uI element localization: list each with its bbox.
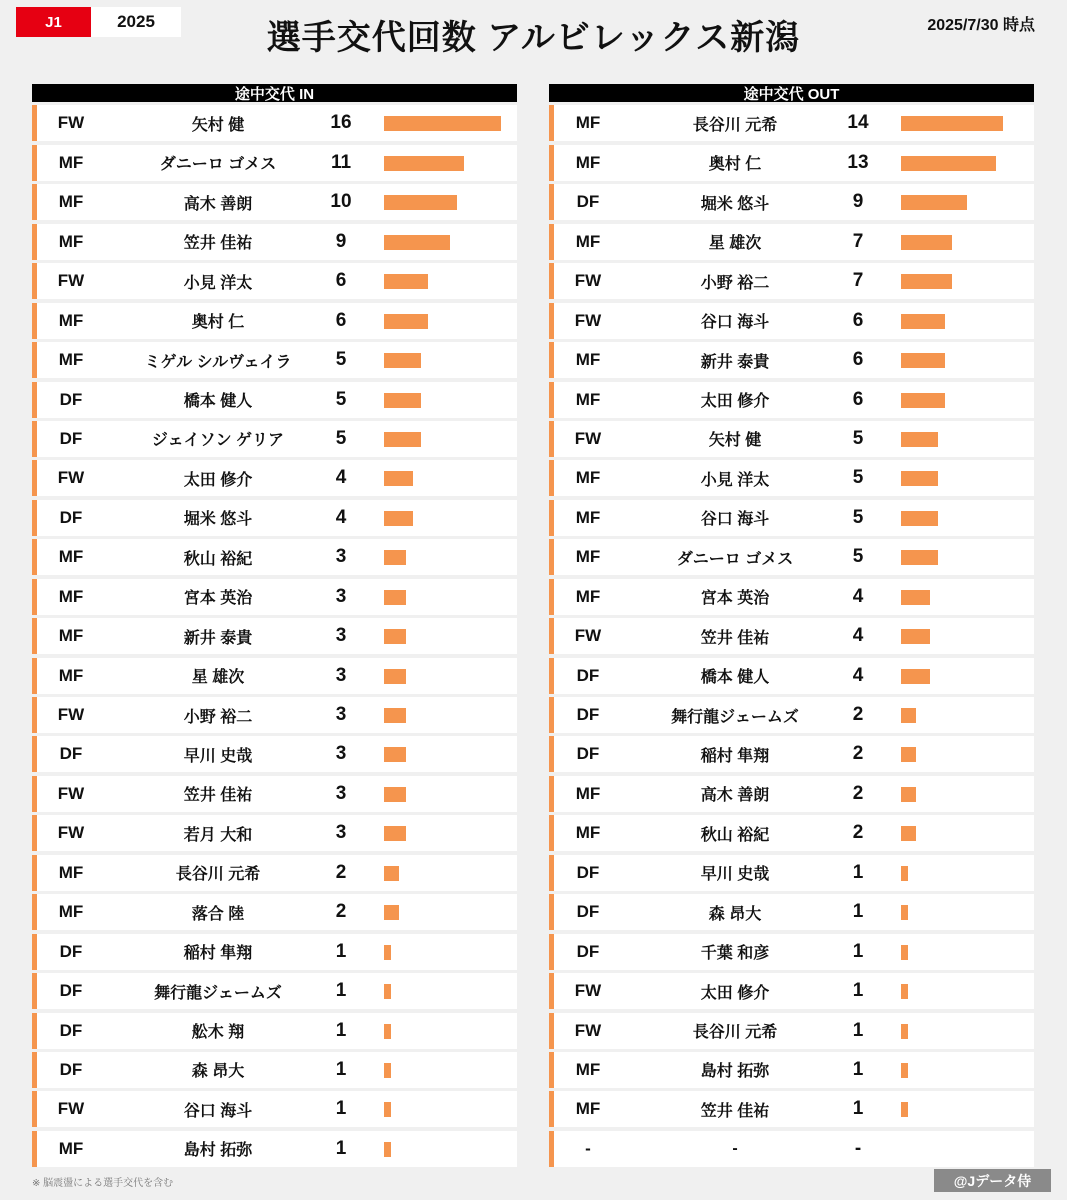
player-row — [549, 776, 1034, 812]
count-bar — [901, 511, 938, 526]
player-row — [549, 658, 1034, 694]
count-bar — [901, 550, 938, 565]
count-bar — [901, 274, 952, 289]
count-bar — [384, 195, 457, 210]
player-position: MF — [575, 113, 601, 133]
player-row — [549, 1131, 1034, 1167]
player-name: 谷口 海斗 — [183, 1102, 253, 1120]
substitution-count: 3 — [335, 704, 347, 725]
count-bar — [384, 747, 406, 762]
as-of-date: 2025/7/30 時点 — [927, 17, 1035, 34]
substitution-count: 3 — [335, 743, 347, 765]
player-name: 秋山 裕紀 — [183, 550, 253, 568]
count-bar — [384, 116, 501, 131]
player-row — [549, 855, 1034, 891]
player-position: MF — [58, 902, 84, 922]
player-position: MF — [58, 192, 84, 212]
count-bar — [384, 945, 391, 960]
player-row — [549, 460, 1034, 496]
count-bar — [384, 550, 406, 565]
player-row — [549, 382, 1034, 418]
count-bar — [901, 669, 930, 684]
player-row — [32, 184, 517, 220]
player-row — [549, 894, 1034, 930]
substitution-count: 1 — [852, 940, 864, 962]
player-position: DF — [576, 665, 600, 685]
player-position: DF — [59, 389, 83, 409]
count-bar — [384, 1102, 391, 1117]
player-position: MF — [58, 586, 84, 606]
player-position: FW — [574, 271, 602, 291]
count-bar — [901, 432, 938, 447]
player-name: 太田 修介 — [700, 984, 770, 1002]
substitution-count: 9 — [852, 191, 864, 213]
player-row — [549, 145, 1034, 181]
player-name: 高木 善朗 — [183, 195, 253, 213]
player-position: DF — [59, 941, 83, 961]
substitution-count: 3 — [335, 782, 347, 804]
player-position: DF — [59, 744, 83, 764]
count-bar — [384, 511, 413, 526]
substitution-count: 4 — [335, 467, 347, 489]
player-name: ミゲル シルヴェイラ — [144, 353, 292, 371]
player-name: 森 昂大 — [191, 1063, 245, 1081]
player-name: 小見 洋太 — [700, 471, 770, 489]
player-position: MF — [575, 350, 601, 370]
player-position: MF — [575, 823, 601, 843]
player-row — [32, 658, 517, 694]
substitution-count: 7 — [852, 270, 864, 292]
player-row — [32, 736, 517, 772]
count-bar — [901, 984, 908, 999]
player-position: MF — [58, 665, 84, 685]
substitution-count: 3 — [335, 664, 347, 686]
substitution-count: 6 — [852, 349, 864, 371]
substitution-count: 14 — [847, 112, 869, 134]
player-position: FW — [574, 981, 602, 1001]
count-bar — [384, 156, 464, 171]
player-position: DF — [576, 941, 600, 961]
player-name: 落合 陸 — [191, 905, 245, 923]
player-name: 小野 裕二 — [183, 708, 253, 726]
substitution-count: 1 — [852, 1019, 864, 1041]
player-position: FW — [57, 783, 85, 803]
count-bar — [384, 590, 406, 605]
count-bar — [384, 708, 406, 723]
substitution-count: 3 — [335, 625, 347, 647]
substitution-count: 3 — [335, 822, 347, 844]
season-badge: 2025 — [91, 7, 181, 37]
substitution-count: 1 — [852, 861, 864, 883]
player-position: FW — [57, 823, 85, 843]
player-name: 稲村 隼翔 — [183, 945, 253, 963]
count-bar — [384, 669, 406, 684]
player-position: FW — [57, 113, 85, 133]
substitution-count: 5 — [852, 506, 864, 528]
player-position: - — [585, 1138, 591, 1158]
player-position: DF — [576, 705, 600, 724]
substitution-count: 11 — [330, 151, 352, 173]
player-position: FW — [574, 310, 602, 330]
substitution-count: 9 — [335, 230, 347, 252]
substitution-count: 6 — [335, 270, 347, 292]
count-bar — [901, 116, 1003, 131]
page-title: 選手交代回数 アルビレックス新潟 — [266, 19, 801, 57]
player-name: 島村 拓弥 — [700, 1063, 770, 1081]
player-position: FW — [57, 468, 85, 488]
player-row — [32, 342, 517, 378]
player-name: ジェイソン ゲリア — [151, 432, 285, 450]
count-bar — [901, 1102, 908, 1117]
player-name: ダニーロ ゴメス — [676, 550, 794, 568]
player-position: DF — [59, 507, 83, 527]
count-bar — [384, 274, 428, 289]
player-name: 長谷川 元希 — [692, 1024, 778, 1041]
player-position: MF — [58, 547, 84, 567]
player-name: 宮本 英治 — [700, 590, 770, 608]
player-position: MF — [575, 1059, 601, 1079]
count-bar — [901, 708, 916, 723]
player-row — [549, 618, 1034, 654]
substitution-count: 1 — [335, 1098, 347, 1120]
count-bar — [384, 1024, 391, 1039]
player-position: MF — [58, 152, 84, 172]
player-row — [549, 421, 1034, 457]
player-name: 早川 史哉 — [700, 866, 770, 884]
substitution-count: 4 — [852, 585, 864, 607]
player-position: MF — [58, 626, 84, 646]
player-row — [32, 539, 517, 575]
player-row — [549, 184, 1034, 220]
player-row — [549, 697, 1034, 733]
count-bar — [901, 747, 916, 762]
player-row — [549, 500, 1034, 536]
player-position: MF — [575, 152, 601, 172]
player-name: 星 雄次 — [708, 235, 762, 253]
player-name: 笠井 佳祐 — [700, 629, 770, 647]
player-row — [32, 263, 517, 299]
count-bar — [384, 314, 428, 329]
substitution-count: 10 — [330, 191, 352, 213]
count-bar — [384, 629, 406, 644]
player-row — [32, 618, 517, 654]
player-name: 笠井 佳祐 — [700, 1102, 770, 1120]
substitution-count: 16 — [330, 112, 352, 134]
player-row — [32, 579, 517, 615]
player-row — [32, 421, 517, 457]
player-name: 秋山 裕紀 — [700, 826, 770, 844]
player-position: MF — [575, 586, 601, 606]
player-position: FW — [574, 428, 602, 448]
count-bar — [901, 629, 930, 644]
player-row — [32, 145, 517, 181]
player-row — [32, 460, 517, 496]
player-name: 小野 裕二 — [700, 274, 770, 292]
player-name: 長谷川 元希 — [175, 866, 261, 884]
player-row — [549, 1013, 1034, 1049]
count-bar — [901, 590, 930, 605]
substitution-count: 6 — [335, 309, 347, 331]
count-bar — [384, 866, 399, 881]
player-name: 舩木 翔 — [191, 1024, 245, 1041]
count-bar — [901, 787, 916, 802]
count-bar — [384, 471, 413, 486]
player-name: 笠井 佳祐 — [183, 787, 253, 805]
player-name: 太田 修介 — [700, 393, 770, 410]
player-name: 星 雄次 — [191, 669, 245, 687]
count-bar — [384, 787, 406, 802]
substitution-count: - — [854, 1137, 862, 1159]
substitution-count: 5 — [852, 467, 864, 489]
player-row — [32, 894, 517, 930]
substitution-count: 5 — [852, 546, 864, 568]
player-position: MF — [575, 231, 601, 251]
player-name: 長谷川 元希 — [692, 116, 778, 134]
player-name: 小見 洋太 — [183, 274, 253, 292]
player-row — [549, 973, 1034, 1009]
count-bar — [901, 393, 945, 408]
player-position: FW — [57, 271, 85, 291]
substitution-count: 4 — [335, 506, 347, 528]
player-name: 奥村 仁 — [191, 314, 245, 332]
footnote: ※ 脳震盪による選手交代を含む — [32, 1178, 174, 1189]
player-name: 千葉 和彦 — [700, 945, 770, 963]
substitution-count: 13 — [847, 151, 869, 173]
player-row — [32, 382, 517, 418]
player-row — [32, 697, 517, 733]
player-position: MF — [58, 231, 84, 251]
count-bar — [384, 432, 421, 447]
player-row — [549, 934, 1034, 970]
count-bar — [384, 826, 406, 841]
count-bar — [384, 393, 421, 408]
player-row — [549, 342, 1034, 378]
count-bar — [901, 945, 908, 960]
substitution-count: 6 — [852, 388, 864, 410]
player-row — [32, 1131, 517, 1167]
player-row — [549, 579, 1034, 615]
player-name: 舞行龍ジェームズ — [671, 708, 799, 726]
substitution-count: 3 — [335, 585, 347, 607]
player-position: MF — [575, 1099, 601, 1119]
player-row — [32, 776, 517, 812]
player-row — [32, 1052, 517, 1088]
player-name: 森 昂大 — [708, 905, 762, 923]
player-name: 早川 史哉 — [183, 747, 253, 765]
substitution-count: 3 — [335, 546, 347, 568]
player-row — [32, 815, 517, 851]
player-position: FW — [574, 626, 602, 646]
player-name: 谷口 海斗 — [700, 511, 770, 529]
substitution-in-panel — [32, 84, 517, 1167]
count-bar — [384, 1063, 391, 1078]
player-name: 谷口 海斗 — [700, 314, 770, 332]
count-bar — [384, 905, 399, 920]
player-position: MF — [575, 389, 601, 409]
substitution-count: 5 — [335, 427, 347, 449]
player-name: 稲村 隼翔 — [700, 747, 770, 765]
count-bar — [901, 314, 945, 329]
player-row — [32, 1091, 517, 1127]
player-position: MF — [575, 783, 601, 803]
player-row — [549, 263, 1034, 299]
substitution-count: 1 — [852, 1058, 864, 1080]
player-position: MF — [575, 468, 601, 488]
count-bar — [901, 195, 967, 210]
count-bar — [384, 984, 391, 999]
substitution-count: 1 — [852, 980, 864, 1002]
player-row — [32, 500, 517, 536]
count-bar — [901, 235, 952, 250]
player-row — [32, 934, 517, 970]
count-bar — [901, 471, 938, 486]
player-row — [549, 303, 1034, 339]
player-name: 宮本 英治 — [183, 590, 253, 608]
player-row — [32, 303, 517, 339]
player-name: 若月 大和 — [183, 826, 253, 844]
player-position: FW — [574, 1020, 602, 1040]
substitution-count: 2 — [852, 704, 864, 725]
panel-title-in: 途中交代 IN — [32, 84, 517, 102]
player-name: 太田 修介 — [183, 471, 253, 489]
player-row — [549, 1052, 1034, 1088]
substitution-count: 1 — [852, 1098, 864, 1120]
substitution-count: 6 — [852, 309, 864, 331]
player-name: 橋本 健人 — [183, 393, 253, 410]
player-name: 堀米 悠斗 — [183, 511, 253, 529]
substitution-count: 2 — [852, 822, 864, 844]
substitution-count: 7 — [852, 230, 864, 252]
player-name: 舞行龍ジェームズ — [154, 984, 282, 1002]
substitution-out-panel — [549, 84, 1034, 1167]
player-row — [549, 539, 1034, 575]
substitution-count: 5 — [852, 427, 864, 449]
player-row — [32, 973, 517, 1009]
player-position: DF — [59, 1059, 83, 1079]
player-name: 堀米 悠斗 — [700, 195, 770, 213]
player-position: MF — [575, 507, 601, 527]
count-bar — [901, 1063, 908, 1078]
player-position: MF — [575, 547, 601, 567]
count-bar — [384, 235, 450, 250]
player-position: FW — [57, 705, 85, 724]
player-row — [549, 224, 1034, 260]
player-name: 奥村 仁 — [708, 156, 762, 174]
player-row — [549, 105, 1034, 141]
player-name: 新井 泰貴 — [700, 353, 770, 371]
substitution-count: 5 — [335, 388, 347, 410]
player-position: MF — [58, 350, 84, 370]
player-name: 笠井 佳祐 — [183, 235, 253, 253]
player-name: ダニーロ ゴメス — [159, 156, 277, 174]
player-position: MF — [58, 1138, 84, 1158]
player-row — [32, 105, 517, 141]
player-name: 新井 泰貴 — [183, 629, 253, 647]
substitution-count: 2 — [852, 743, 864, 765]
player-row — [549, 815, 1034, 851]
player-position: DF — [576, 744, 600, 764]
player-position: DF — [576, 192, 600, 212]
player-row — [32, 855, 517, 891]
credit-badge: @Jデータ侍 — [934, 1169, 1051, 1192]
player-row — [549, 736, 1034, 772]
substitution-count: 4 — [852, 664, 864, 686]
player-position: DF — [576, 902, 600, 922]
player-row — [32, 224, 517, 260]
substitution-count: 2 — [335, 901, 347, 923]
count-bar — [901, 866, 908, 881]
substitution-count: 1 — [335, 940, 347, 962]
player-position: MF — [58, 310, 84, 330]
count-bar — [901, 826, 916, 841]
player-position: MF — [58, 862, 84, 882]
player-row — [549, 1091, 1034, 1127]
substitution-count: 1 — [335, 1058, 347, 1080]
substitution-count: 2 — [852, 782, 864, 804]
player-name: 高木 善朗 — [700, 787, 770, 805]
player-name: 島村 拓弥 — [183, 1142, 253, 1160]
substitution-count: 5 — [335, 349, 347, 371]
substitution-count: 4 — [852, 625, 864, 647]
player-position: DF — [59, 428, 83, 448]
player-position: DF — [576, 862, 600, 882]
player-position: DF — [59, 1020, 83, 1040]
player-position: DF — [59, 981, 83, 1001]
substitution-count: 1 — [335, 980, 347, 1002]
count-bar — [901, 905, 908, 920]
count-bar — [901, 156, 996, 171]
substitution-count: 1 — [852, 901, 864, 923]
substitution-count: 1 — [335, 1019, 347, 1041]
player-name: 矢村 健 — [191, 116, 245, 134]
panel-title-out: 途中交代 OUT — [549, 84, 1034, 102]
count-bar — [901, 353, 945, 368]
player-row — [32, 1013, 517, 1049]
player-name: 矢村 健 — [708, 432, 762, 450]
player-name: - — [732, 1139, 738, 1157]
player-position: FW — [57, 1099, 85, 1119]
substitution-count: 2 — [335, 861, 347, 883]
substitution-count: 1 — [335, 1137, 347, 1159]
player-name: 橋本 健人 — [700, 669, 770, 687]
count-bar — [384, 1142, 391, 1157]
count-bar — [384, 353, 421, 368]
league-badge: J1 — [16, 7, 91, 37]
count-bar — [901, 1024, 908, 1039]
